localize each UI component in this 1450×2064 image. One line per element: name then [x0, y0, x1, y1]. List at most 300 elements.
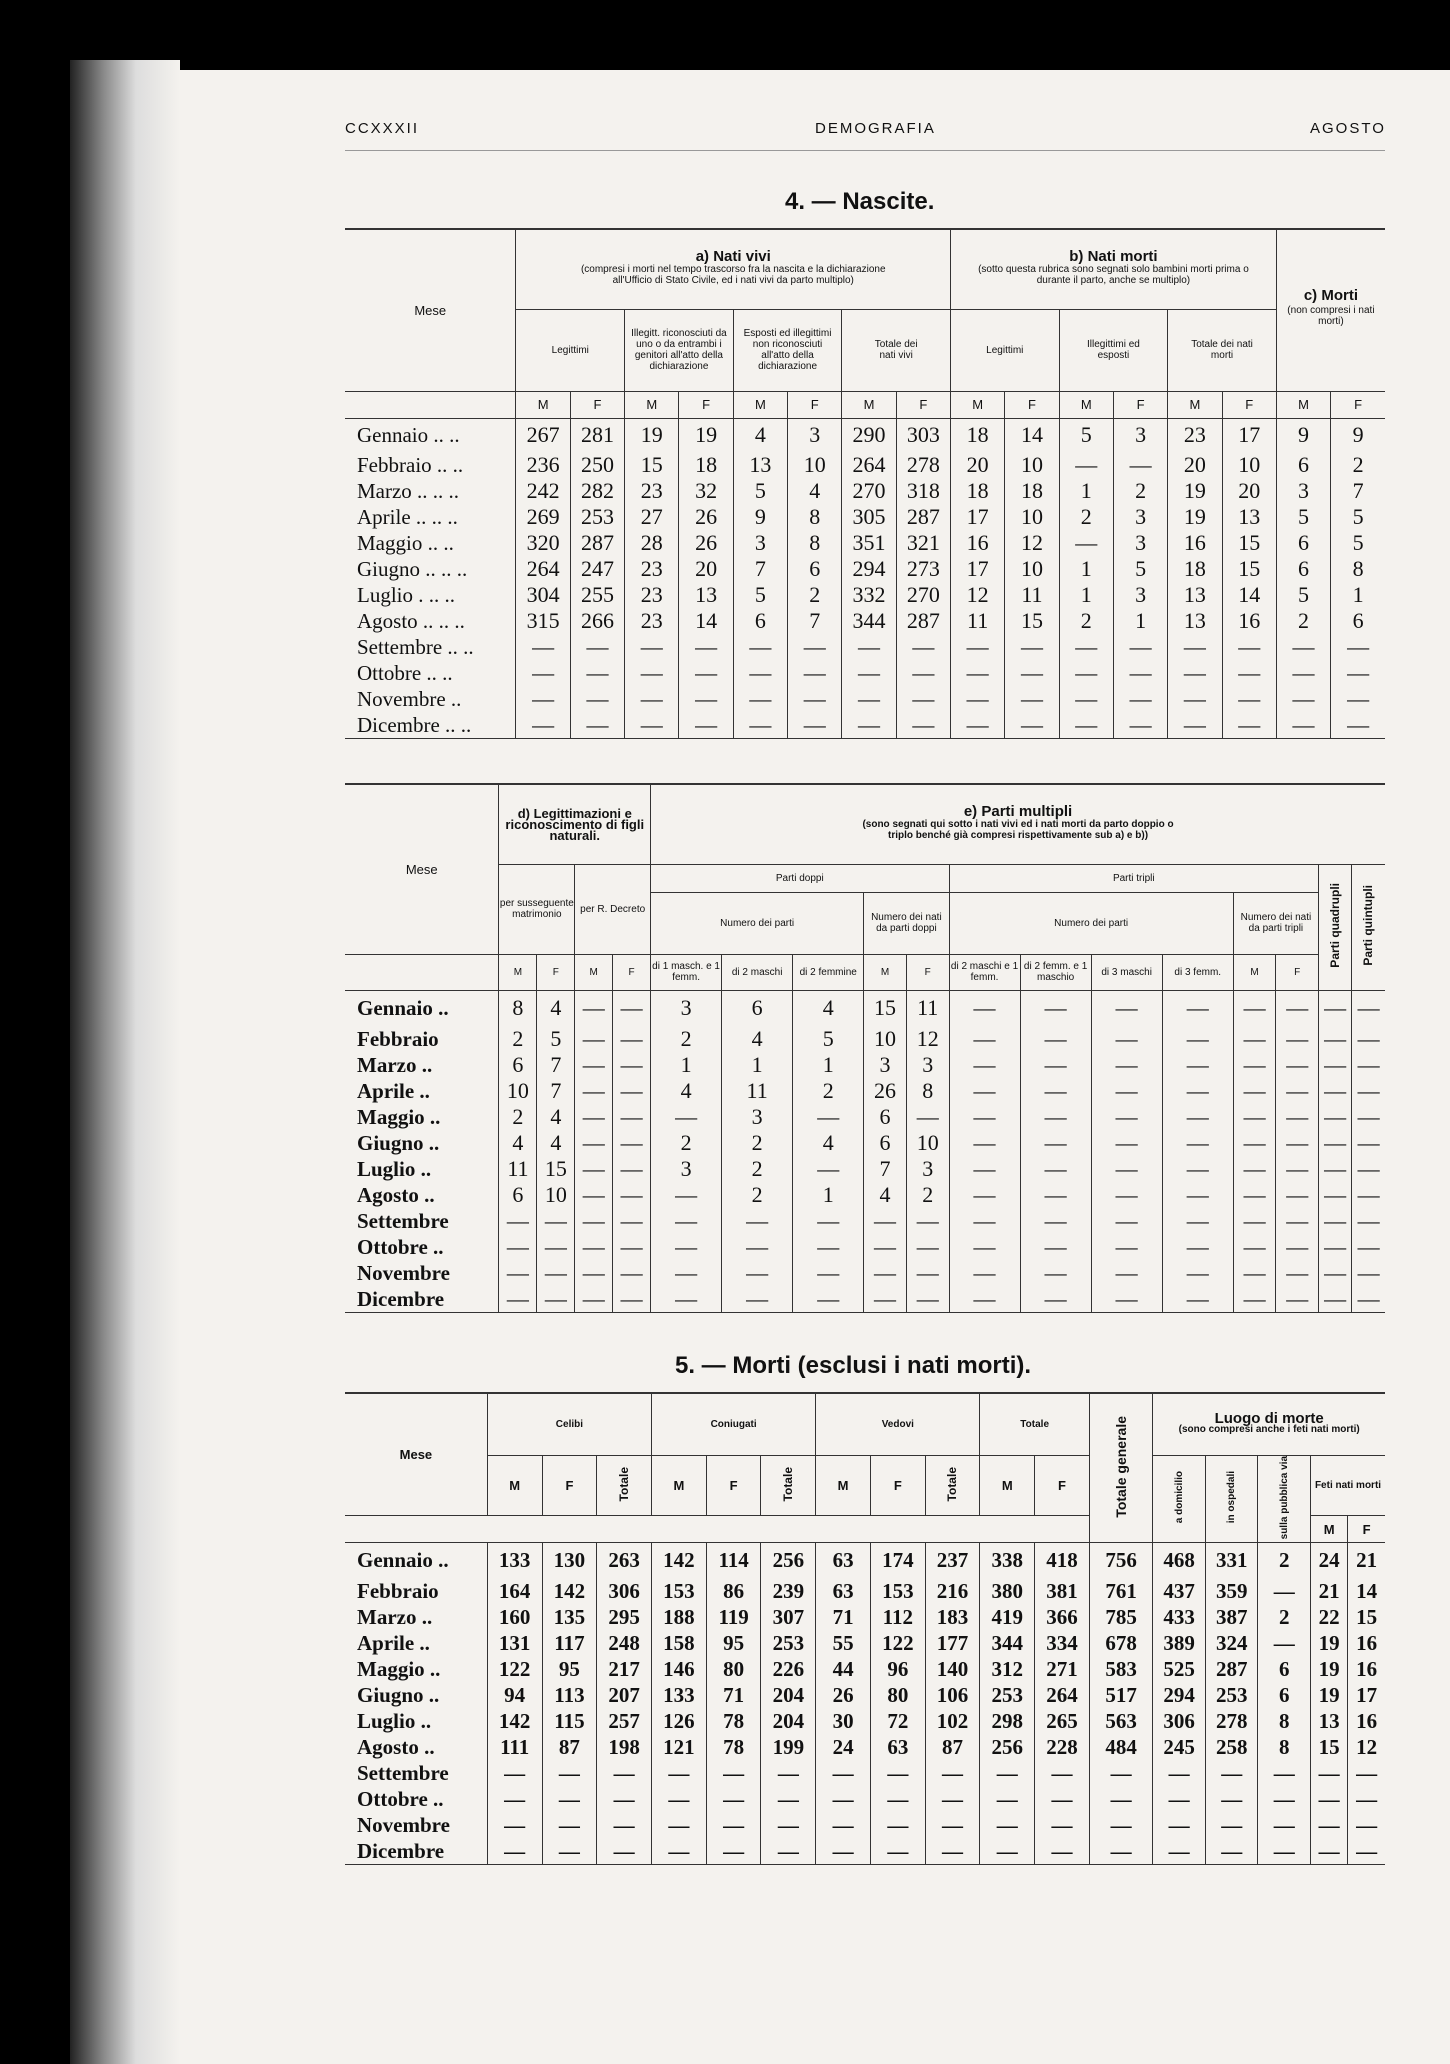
sub-header: di 3 maschi — [1091, 954, 1162, 990]
data-cell: — — [1352, 1052, 1385, 1078]
data-cell: — — [870, 1812, 925, 1838]
data-cell: — — [1091, 1182, 1162, 1208]
data-cell: — — [1319, 1052, 1352, 1078]
data-cell: 15 — [1005, 608, 1059, 634]
data-cell: 26 — [816, 1682, 871, 1708]
data-cell: 146 — [652, 1656, 707, 1682]
data-cell: — — [542, 1812, 597, 1838]
data-cell: 14 — [1222, 582, 1276, 608]
data-cell: — — [570, 686, 624, 712]
data-cell: — — [1258, 1838, 1311, 1865]
data-cell: — — [1035, 1786, 1090, 1812]
feti-nati-morti: Feti nati morti — [1311, 1455, 1385, 1516]
sub-header: di 3 femm. — [1162, 954, 1233, 990]
data-cell: 306 — [1153, 1708, 1206, 1734]
data-cell: 9 — [1331, 418, 1385, 452]
data-cell: — — [1035, 1760, 1090, 1786]
data-cell: 3 — [651, 990, 722, 1026]
data-cell: 4 — [651, 1078, 722, 1104]
row-month: Gennaio .. — [357, 995, 449, 1020]
data-cell: — — [1020, 1130, 1091, 1156]
sub-header: F — [1276, 954, 1319, 990]
data-cell: — — [1113, 452, 1167, 478]
data-cell: 96 — [870, 1656, 925, 1682]
data-cell: — — [1162, 1286, 1233, 1313]
data-cell: 106 — [925, 1682, 980, 1708]
data-cell: — — [870, 1786, 925, 1812]
mf-header: F — [1222, 391, 1276, 418]
data-cell: 19 — [625, 418, 679, 452]
data-cell: — — [613, 1208, 651, 1234]
data-cell: — — [816, 1838, 871, 1865]
ospedali-col — [1205, 1455, 1258, 1542]
row-month: Giugno .. — [357, 1130, 440, 1155]
data-cell: 142 — [542, 1578, 597, 1604]
parti-multipli-group — [651, 784, 1385, 864]
data-cell: — — [575, 1234, 613, 1260]
vedovi-f: F — [870, 1455, 925, 1516]
coniugati-f: F — [706, 1455, 761, 1516]
mf-header: F — [570, 391, 624, 418]
data-cell: 7 — [864, 1156, 907, 1182]
data-cell: 63 — [870, 1734, 925, 1760]
sub-header: M — [1233, 954, 1276, 990]
sub-header: di 1 masch. e 1 femm. — [651, 954, 722, 990]
data-cell: 6 — [788, 556, 842, 582]
celibi-f: F — [542, 1455, 597, 1516]
data-cell: 226 — [761, 1656, 816, 1682]
data-cell: 207 — [597, 1682, 652, 1708]
data-cell: — — [949, 1078, 1020, 1104]
data-cell: — — [925, 1812, 980, 1838]
data-cell: — — [542, 1838, 597, 1865]
table-row — [345, 1578, 1385, 1604]
data-cell: — — [1020, 1052, 1091, 1078]
data-cell: 418 — [1035, 1542, 1090, 1578]
data-cell: 9 — [1276, 418, 1330, 452]
data-cell: — — [652, 1838, 707, 1865]
data-cell: — — [1352, 1156, 1385, 1182]
data-cell: — — [487, 1786, 542, 1812]
data-cell: — — [1311, 1838, 1348, 1865]
data-cell: 198 — [597, 1734, 652, 1760]
data-cell: — — [733, 712, 787, 739]
data-cell: — — [1089, 1760, 1152, 1786]
data-cell: — — [575, 1104, 613, 1130]
data-cell: 2 — [1258, 1604, 1311, 1630]
data-cell: 19 — [679, 418, 733, 452]
data-cell: — — [1276, 990, 1319, 1026]
totale-generale-col — [1089, 1393, 1152, 1542]
data-cell: — — [613, 1104, 651, 1130]
data-cell: — — [950, 660, 1004, 686]
data-cell: — — [516, 686, 570, 712]
table-row — [345, 1156, 1385, 1182]
data-cell: 217 — [597, 1656, 652, 1682]
data-cell: 468 — [1153, 1542, 1206, 1578]
data-cell: 10 — [906, 1130, 949, 1156]
data-cell: — — [722, 1208, 793, 1234]
data-cell: 18 — [1168, 556, 1222, 582]
table-row — [345, 1604, 1385, 1630]
data-cell: — — [575, 1260, 613, 1286]
table-row — [345, 1760, 1385, 1786]
data-cell: 312 — [980, 1656, 1035, 1682]
data-cell: — — [1162, 1156, 1233, 1182]
data-cell: 269 — [516, 504, 570, 530]
data-cell: 135 — [542, 1604, 597, 1630]
data-cell: — — [706, 1812, 761, 1838]
data-cell: — — [1319, 1208, 1352, 1234]
num-parti-doppi: Numero dei parti — [651, 892, 864, 954]
data-cell: — — [1352, 1208, 1385, 1234]
data-cell: — — [1005, 634, 1059, 660]
feti-m: M — [1311, 1516, 1348, 1542]
data-cell: — — [1113, 686, 1167, 712]
data-cell: 256 — [761, 1542, 816, 1578]
data-cell: 11 — [906, 990, 949, 1026]
data-cell: — — [949, 1156, 1020, 1182]
data-cell: — — [1258, 1578, 1311, 1604]
data-cell: — — [906, 1208, 949, 1234]
parti-multipli-note: (sono segnati qui sotto i nati vivi ed i nati morti da parto doppio o triplo benché già compresi rispettivamente sub a) e b)) — [862, 818, 1174, 841]
data-cell: 287 — [1205, 1656, 1258, 1682]
data-cell: — — [1331, 686, 1385, 712]
data-cell: 294 — [1153, 1682, 1206, 1708]
mf-header: M — [1059, 391, 1113, 418]
data-cell: 23 — [625, 478, 679, 504]
data-cell: — — [575, 1286, 613, 1313]
col-mese-2: Mese — [345, 784, 499, 954]
data-cell: — — [575, 990, 613, 1026]
table-row — [345, 1234, 1385, 1260]
data-cell: — — [706, 1760, 761, 1786]
data-cell: 18 — [950, 478, 1004, 504]
data-cell: 2 — [499, 1026, 537, 1052]
row-month: Dicembre — [357, 1838, 445, 1863]
table-row — [345, 1786, 1385, 1812]
data-cell: 142 — [487, 1708, 542, 1734]
data-cell: 6 — [733, 608, 787, 634]
data-cell: — — [1020, 1078, 1091, 1104]
feti-f: F — [1348, 1516, 1385, 1542]
data-cell: 266 — [570, 608, 624, 634]
data-cell: 287 — [896, 608, 950, 634]
legittimazioni-title: d) Legittimazioni e riconoscimento di figli naturali. — [499, 784, 651, 864]
data-cell: — — [1091, 990, 1162, 1026]
data-cell: — — [613, 1260, 651, 1286]
row-month: Agosto .. — [357, 1734, 435, 1759]
mf-header: F — [1331, 391, 1385, 418]
data-cell: — — [1035, 1838, 1090, 1865]
data-cell: — — [1162, 1052, 1233, 1078]
table-row — [345, 530, 1385, 556]
data-cell: 16 — [950, 530, 1004, 556]
data-cell: 19 — [1168, 478, 1222, 504]
data-cell: 270 — [842, 478, 896, 504]
data-cell: — — [679, 686, 733, 712]
table-row — [345, 556, 1385, 582]
data-cell: — — [1091, 1260, 1162, 1286]
table-row — [345, 1052, 1385, 1078]
data-cell: 1 — [793, 1052, 864, 1078]
data-cell: 55 — [816, 1630, 871, 1656]
totale-generale-label: Totale generale — [1112, 1415, 1129, 1518]
parti-quintupli-label: Parti quintupli — [1361, 885, 1376, 966]
table-row — [345, 1208, 1385, 1234]
data-cell: — — [925, 1760, 980, 1786]
data-cell: — — [613, 1286, 651, 1313]
table-row — [345, 418, 1385, 452]
data-cell: — — [1153, 1838, 1206, 1865]
row-month: Ottobre .. — [357, 1234, 444, 1259]
data-cell: — — [1005, 660, 1059, 686]
data-cell: — — [1233, 1130, 1276, 1156]
data-cell: 94 — [487, 1682, 542, 1708]
data-cell: 250 — [570, 452, 624, 478]
data-cell: 78 — [706, 1734, 761, 1760]
data-cell: — — [793, 1286, 864, 1313]
row-month: Marzo .. .. .. — [357, 478, 460, 503]
data-cell: 11 — [722, 1078, 793, 1104]
data-cell: 304 — [516, 582, 570, 608]
data-cell: — — [1205, 1760, 1258, 1786]
mf-header: F — [896, 391, 950, 418]
data-cell: 18 — [679, 452, 733, 478]
vedovi-m: M — [816, 1455, 871, 1516]
morti-title: c) Morti — [1303, 286, 1359, 304]
table-row — [345, 1286, 1385, 1313]
data-cell: 13 — [733, 452, 787, 478]
data-cell: — — [613, 1052, 651, 1078]
data-cell: — — [516, 712, 570, 739]
data-cell: — — [570, 634, 624, 660]
data-cell: — — [1276, 712, 1330, 739]
page-number: CCXXXII — [345, 120, 420, 137]
data-cell: — — [949, 1182, 1020, 1208]
data-cell: — — [487, 1838, 542, 1865]
data-cell: 23 — [1168, 418, 1222, 452]
data-cell: 331 — [1205, 1542, 1258, 1578]
row-month: Marzo .. — [357, 1052, 433, 1077]
data-cell: — — [575, 1156, 613, 1182]
data-cell: — — [1113, 660, 1167, 686]
row-month: Agosto .. .. .. — [357, 608, 465, 633]
data-cell: 6 — [499, 1052, 537, 1078]
data-cell: — — [949, 990, 1020, 1026]
data-cell: — — [1311, 1760, 1348, 1786]
data-cell: — — [1276, 1208, 1319, 1234]
data-cell: 5 — [733, 478, 787, 504]
parti-doppi-label: Parti doppi — [651, 864, 949, 892]
data-cell: — — [575, 1182, 613, 1208]
data-cell: — — [1352, 1260, 1385, 1286]
row-month: Agosto .. — [357, 1182, 435, 1207]
sub-header: F — [613, 954, 651, 990]
data-cell: 242 — [516, 478, 570, 504]
data-cell: — — [980, 1760, 1035, 1786]
data-cell: — — [1319, 1026, 1352, 1052]
table-row — [345, 686, 1385, 712]
data-cell: — — [1059, 634, 1113, 660]
table-row — [345, 1026, 1385, 1052]
data-cell: 11 — [1005, 582, 1059, 608]
data-cell: — — [1020, 1208, 1091, 1234]
col-regio-decreto: per R. Decreto — [575, 864, 651, 954]
data-cell: 8 — [788, 504, 842, 530]
running-title: DEMOGRAFIA — [815, 120, 936, 137]
data-cell: 13 — [1168, 582, 1222, 608]
data-cell: — — [1352, 1026, 1385, 1052]
data-cell: — — [1020, 1286, 1091, 1313]
coniugati-m: M — [652, 1455, 707, 1516]
data-cell: 324 — [1205, 1630, 1258, 1656]
data-cell: 2 — [499, 1104, 537, 1130]
data-cell: 1 — [722, 1052, 793, 1078]
data-cell: — — [1205, 1838, 1258, 1865]
data-cell: 121 — [652, 1734, 707, 1760]
data-cell: — — [499, 1208, 537, 1234]
data-cell: 113 — [542, 1682, 597, 1708]
data-cell: 3 — [788, 418, 842, 452]
data-cell: — — [1352, 1078, 1385, 1104]
data-cell: 282 — [570, 478, 624, 504]
data-cell: 102 — [925, 1708, 980, 1734]
data-cell: 2 — [722, 1130, 793, 1156]
data-cell: 16 — [1222, 608, 1276, 634]
coniugati-totale-col — [761, 1455, 816, 1516]
data-cell: 5 — [1059, 418, 1113, 452]
data-cell: — — [816, 1760, 871, 1786]
data-cell: 20 — [1168, 452, 1222, 478]
data-cell: 271 — [1035, 1656, 1090, 1682]
data-cell: — — [1319, 1182, 1352, 1208]
row-month: Novembre .. — [357, 686, 462, 711]
data-cell: 16 — [1348, 1656, 1385, 1682]
data-cell: — — [1020, 1104, 1091, 1130]
row-month: Giugno .. .. .. — [357, 556, 468, 581]
data-cell: — — [1005, 686, 1059, 712]
data-cell: 13 — [1311, 1708, 1348, 1734]
data-cell: 10 — [537, 1182, 575, 1208]
data-cell: 19 — [1168, 504, 1222, 530]
data-cell: — — [651, 1104, 722, 1130]
mf-header: M — [842, 391, 896, 418]
data-cell: — — [542, 1760, 597, 1786]
data-cell: — — [1331, 712, 1385, 739]
data-cell: 80 — [870, 1682, 925, 1708]
data-cell: — — [1352, 1182, 1385, 1208]
data-cell: 2 — [1276, 608, 1330, 634]
data-cell: — — [1168, 686, 1222, 712]
data-cell: — — [1020, 1026, 1091, 1052]
data-cell: — — [816, 1786, 871, 1812]
data-cell: — — [499, 1286, 537, 1313]
data-cell: 122 — [487, 1656, 542, 1682]
data-cell: 3 — [1113, 530, 1167, 556]
data-cell: 24 — [816, 1734, 871, 1760]
nati-morti-title: b) Nati morti — [1069, 247, 1158, 265]
section-4-title: 4. — Nascite. — [785, 188, 935, 215]
data-cell: 14 — [1005, 418, 1059, 452]
data-cell: — — [722, 1286, 793, 1313]
data-cell: — — [1162, 1026, 1233, 1052]
data-cell: — — [1233, 990, 1276, 1026]
data-cell: 8 — [1331, 556, 1385, 582]
data-cell: — — [1276, 660, 1330, 686]
data-cell: 27 — [625, 504, 679, 530]
row-month: Luglio .. — [357, 1156, 432, 1181]
data-cell: 236 — [516, 452, 570, 478]
data-cell: 160 — [487, 1604, 542, 1630]
luogo-ospedali: in ospedali — [1226, 1471, 1238, 1524]
data-cell: 6 — [864, 1130, 907, 1156]
data-cell: 131 — [487, 1630, 542, 1656]
row-month: Gennaio .. — [357, 1548, 449, 1573]
month-label: AGOSTO — [1310, 120, 1386, 137]
data-cell: — — [733, 686, 787, 712]
data-cell: 255 — [570, 582, 624, 608]
data-cell: 1 — [793, 1182, 864, 1208]
data-cell: — — [1352, 990, 1385, 1026]
data-cell: — — [1089, 1838, 1152, 1865]
morti-note: (non compresi i nati morti) — [1287, 304, 1375, 327]
data-cell: 2 — [722, 1182, 793, 1208]
table-row — [345, 1542, 1385, 1578]
data-cell: — — [516, 634, 570, 660]
data-cell: 273 — [896, 556, 950, 582]
data-cell: 278 — [896, 452, 950, 478]
data-cell: 351 — [842, 530, 896, 556]
table-row — [345, 1260, 1385, 1286]
col-illegittimi-riconosciuti: Illegitt. riconosciuti da uno o da entrambi i genitori all'atto della dichiarazione — [625, 309, 734, 391]
data-cell: — — [1059, 530, 1113, 556]
data-cell: — — [980, 1838, 1035, 1865]
group-nati-vivi — [516, 229, 951, 309]
num-nati-tripli: Numero dei nati da parti tripli — [1233, 892, 1318, 954]
data-cell: 387 — [1205, 1604, 1258, 1630]
data-cell: — — [733, 634, 787, 660]
data-cell: 290 — [842, 418, 896, 452]
data-cell: — — [1091, 1104, 1162, 1130]
data-cell: — — [1091, 1156, 1162, 1182]
data-cell: 237 — [925, 1542, 980, 1578]
data-cell: — — [1091, 1208, 1162, 1234]
data-cell: — — [651, 1286, 722, 1313]
data-cell: — — [1319, 1234, 1352, 1260]
data-cell: — — [575, 1078, 613, 1104]
nati-vivi-note: (compresi i morti nel tempo trascorso fra la nascita e la dichiarazione all'Ufficio di Stato Civile, ed i nati vivi da parto multiplo) — [580, 263, 886, 286]
data-cell: — — [706, 1838, 761, 1865]
data-cell: 26 — [679, 504, 733, 530]
table-row — [345, 608, 1385, 634]
sub-header: di 2 femm. e 1 maschio — [1020, 954, 1091, 990]
data-cell: 78 — [706, 1708, 761, 1734]
data-cell: — — [1059, 452, 1113, 478]
data-cell: 126 — [652, 1708, 707, 1734]
data-cell: — — [1113, 712, 1167, 739]
data-cell: — — [896, 686, 950, 712]
data-cell: 15 — [537, 1156, 575, 1182]
data-cell: 5 — [793, 1026, 864, 1052]
num-parti-tripli: Numero dei parti — [949, 892, 1233, 954]
data-cell: 130 — [542, 1542, 597, 1578]
data-cell: — — [1091, 1078, 1162, 1104]
data-cell: — — [793, 1156, 864, 1182]
data-cell: 263 — [597, 1542, 652, 1578]
data-cell: 21 — [1311, 1578, 1348, 1604]
data-cell: 4 — [793, 1130, 864, 1156]
